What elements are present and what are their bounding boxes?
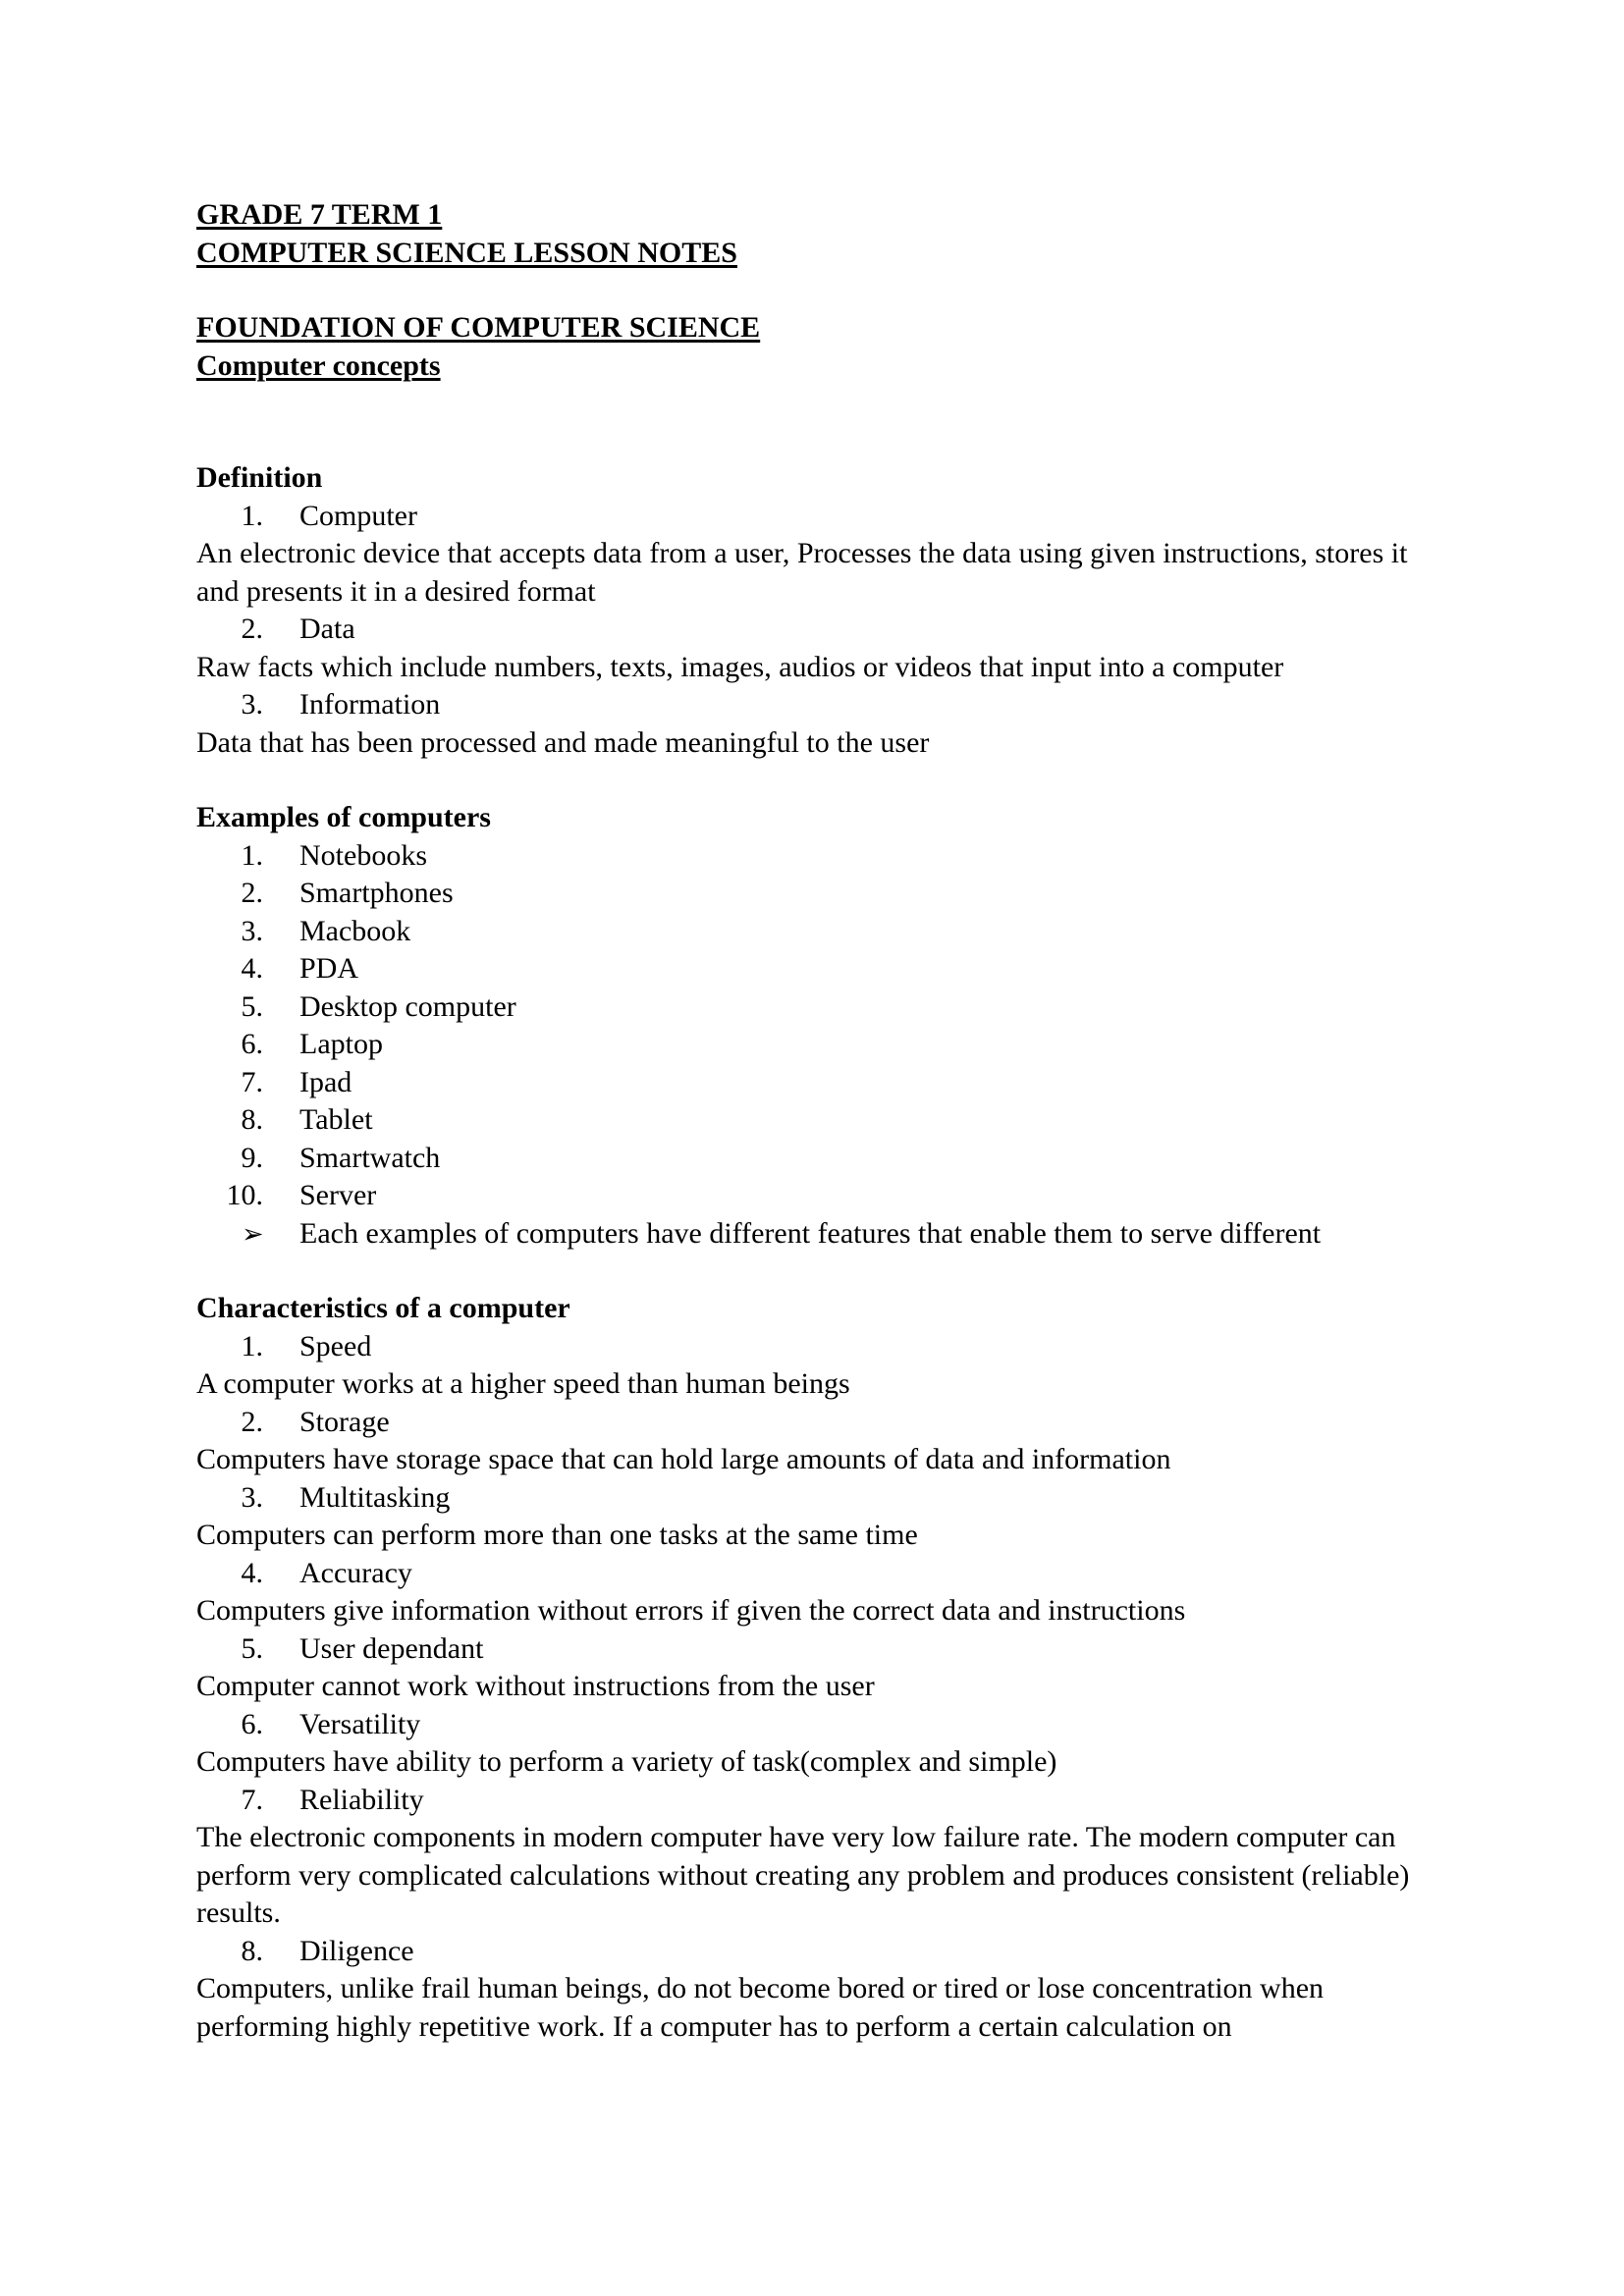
characteristic-item-3-description: Computers can perform more than one tasks at the same time — [196, 1519, 918, 1551]
characteristic-item-2-description: Computers have storage space that can hold large amounts of data and information — [196, 1443, 1171, 1475]
characteristic-item-6-description: Computers have ability to perform a variety of task(complex and simple) — [196, 1745, 1057, 1778]
characteristic-item-8-term: Diligence — [299, 1934, 414, 1967]
examples-list — [196, 837, 1418, 1215]
definition-item-2-description: Raw facts which include numbers, texts, images, audios or videos that input into a computer — [196, 650, 1284, 683]
examples-item-3-number: 3. — [241, 914, 263, 947]
examples-item-4-text: PDA — [299, 952, 359, 985]
title-spacer — [196, 272, 1418, 309]
characteristic-item-3-term: Multitasking — [299, 1480, 451, 1514]
list-item — [196, 913, 1418, 951]
doc-title-line-1-text: GRADE 7 TERM 1 — [196, 198, 443, 231]
characteristic-item-5-term: User dependant — [299, 1631, 484, 1665]
arrowhead-bullet-icon: ➢ — [242, 1218, 264, 1249]
examples-item-9-text: Smartwatch — [299, 1141, 441, 1174]
characteristic-item-2-number: 2. — [241, 1405, 263, 1438]
examples-item-2-text: Smartphones — [299, 877, 454, 909]
examples-item-1-number: 1. — [241, 838, 263, 872]
doc-title-line-1 — [196, 196, 1418, 235]
examples-item-6-number: 6. — [241, 1028, 263, 1060]
list-item — [196, 1101, 1418, 1140]
examples-item-4-number: 4. — [241, 952, 263, 985]
characteristic-item-7-number: 7. — [241, 1783, 263, 1816]
doc-title-line-2-text: COMPUTER SCIENCE LESSON NOTES — [196, 236, 737, 269]
definition-item-1-number: 1. — [241, 499, 263, 532]
examples-item-2-number: 2. — [241, 877, 263, 909]
characteristic-item-5-number: 5. — [241, 1631, 263, 1665]
list-item — [196, 837, 1418, 876]
list-item — [196, 950, 1418, 988]
section-spacer-examples — [196, 1253, 1418, 1290]
characteristic-item-7-term: Reliability — [299, 1783, 424, 1816]
characteristic-item-4-description: Computers give information without errors if given the correct data and instructions — [196, 1594, 1186, 1627]
examples-item-10-text: Server — [299, 1179, 377, 1211]
characteristic-item-7-description: The electronic components in modern computer have very low failure rate. The modern computer can perform very complicated calculations without creating any problem and produces consistent (reliable) results. — [196, 1821, 1410, 1929]
examples-item-5-number: 5. — [241, 989, 263, 1023]
examples-item-9-number: 9. — [241, 1141, 263, 1174]
definition-item-1-term: Computer — [299, 499, 417, 532]
topic-heading — [196, 347, 1418, 386]
definition-item-1 — [196, 498, 1418, 536]
characteristic-item-2 — [196, 1404, 1418, 1442]
examples-item-7-number: 7. — [241, 1065, 263, 1098]
characteristic-item-8-description: Computers, unlike frail human beings, do not become bored or tired or lose concentration when performing highly repetitive work. If a computer has to perform a certain calculation on — [196, 1972, 1325, 2043]
characteristic-item-8 — [196, 1933, 1418, 1971]
characteristic-item-7 — [196, 1782, 1418, 1820]
characteristic-item-1-number: 1. — [241, 1329, 263, 1362]
characteristic-item-6-term: Versatility — [299, 1707, 421, 1740]
definition-item-2 — [196, 611, 1418, 649]
topic-heading-text: Computer concepts — [196, 348, 441, 382]
document-body — [196, 196, 1418, 2046]
characteristic-item-6 — [196, 1706, 1418, 1744]
definition-item-2-term: Data — [299, 613, 355, 645]
definition-item-3-number: 3. — [241, 688, 263, 721]
characteristic-item-8-number: 8. — [241, 1934, 263, 1967]
characteristic-item-1-term: Speed — [299, 1329, 372, 1362]
list-item — [196, 875, 1418, 913]
list-item — [196, 1026, 1418, 1064]
subject-heading-text: FOUNDATION OF COMPUTER SCIENCE — [196, 311, 761, 344]
list-item — [196, 988, 1418, 1027]
section-heading-examples: Examples of computers — [196, 801, 491, 833]
definition-item-2-number: 2. — [241, 613, 263, 645]
characteristic-item-1-description: A computer works at a higher speed than human beings — [196, 1367, 850, 1400]
characteristic-item-4-term: Accuracy — [299, 1556, 412, 1589]
examples-note-bullet — [196, 1215, 1418, 1254]
examples-item-1-text: Notebooks — [299, 838, 427, 872]
definition-item-3 — [196, 686, 1418, 724]
examples-item-7-text: Ipad — [299, 1065, 352, 1098]
characteristic-item-5 — [196, 1630, 1418, 1669]
examples-item-6-text: Laptop — [299, 1028, 383, 1060]
doc-title-line-2 — [196, 235, 1418, 273]
examples-item-8-text: Tablet — [299, 1103, 373, 1136]
characteristic-item-4-number: 4. — [241, 1556, 263, 1589]
characteristic-item-6-number: 6. — [241, 1707, 263, 1740]
characteristic-item-3-number: 3. — [241, 1480, 263, 1514]
subject-heading — [196, 309, 1418, 347]
examples-note-text: Each examples of computers have different features that enable them to serve different — [299, 1216, 1322, 1250]
characteristic-item-5-description: Computer cannot work without instructions from the user — [196, 1670, 875, 1702]
characteristic-item-1 — [196, 1328, 1418, 1366]
definition-item-3-description: Data that has been processed and made meaningful to the user — [196, 725, 930, 759]
examples-item-10-number: 10. — [226, 1179, 263, 1211]
characteristic-item-2-term: Storage — [299, 1405, 390, 1438]
definition-item-1-description: An electronic device that accepts data from a user, Processes the data using given instructions, stores it and presents it in a desired format — [196, 537, 1408, 608]
heading-spacer-1 — [196, 385, 1418, 422]
definition-item-3-term: Information — [299, 688, 441, 721]
section-heading-definition: Definition — [196, 461, 323, 494]
characteristic-item-3 — [196, 1479, 1418, 1518]
list-item — [196, 1177, 1418, 1215]
examples-item-8-number: 8. — [241, 1103, 263, 1136]
heading-spacer-2 — [196, 422, 1418, 459]
characteristic-item-4 — [196, 1555, 1418, 1593]
examples-item-3-text: Macbook — [299, 914, 411, 947]
list-item — [196, 1140, 1418, 1178]
list-item — [196, 1064, 1418, 1102]
section-heading-characteristics: Characteristics of a computer — [196, 1292, 570, 1324]
section-spacer-definition — [196, 762, 1418, 799]
examples-item-5-text: Desktop computer — [299, 989, 516, 1023]
